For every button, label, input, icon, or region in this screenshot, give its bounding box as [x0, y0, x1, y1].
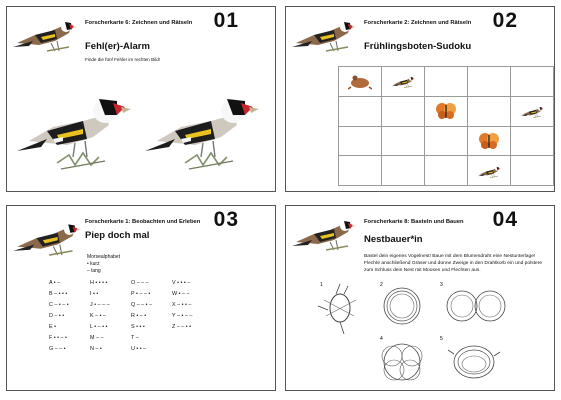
step-number: 1	[320, 282, 323, 288]
sudoku-row	[339, 96, 554, 126]
card-header: Forscherkarte 6: Zeichnen und Rätseln	[85, 20, 193, 26]
morse-entry: A • –	[49, 280, 61, 286]
sudoku-cell	[511, 156, 554, 186]
morse-entry: Y – • – –	[172, 313, 193, 319]
sudoku-cell	[382, 67, 425, 97]
sudoku-cell	[511, 126, 554, 156]
card-instructions: Bastel dein eigenes Vogelnest! Baue mit dem Blumendraht eine Nestunterlage! Flechte anschließend Gräser und dünne Zweige in den Drahtkorb ein und polstere zum Schluss dein Nest mit Moosen und Flechten aus.	[364, 254, 543, 273]
sudoku-cell	[511, 67, 554, 97]
morse-entry: F • • – •	[49, 335, 67, 341]
sudoku-cell	[339, 126, 382, 156]
morse-entry: C – • – •	[49, 302, 69, 308]
sudoku-cell	[382, 96, 425, 126]
morse-entry: O – – –	[131, 280, 149, 286]
sudoku-cell	[425, 96, 468, 126]
goldfinch-icon	[290, 212, 356, 252]
step-4-flower-coil	[380, 336, 422, 380]
step-2-wire-coil	[380, 282, 420, 324]
morse-entry: S • • •	[131, 324, 145, 330]
morse-entry: V • • • –	[172, 280, 191, 286]
goldfinch-icon	[11, 214, 81, 258]
sudoku-row	[339, 126, 554, 156]
card-number: 03	[213, 208, 239, 231]
card-morse	[6, 205, 276, 391]
butterfly-icon	[434, 102, 458, 120]
morse-entry: T –	[131, 335, 139, 341]
morse-entry: G – – •	[49, 346, 66, 352]
card-title: Nestbauer*in	[364, 234, 423, 245]
sudoku-cell	[468, 126, 511, 156]
step-3-figure-eight	[440, 282, 505, 321]
sudoku-cell	[468, 67, 511, 97]
step-1-hand-icon	[318, 282, 356, 334]
card-description: Finde die fünf Fehler im rechten Bild!	[85, 57, 161, 62]
sudoku-cell	[425, 67, 468, 97]
sudoku-cell	[468, 96, 511, 126]
goldfinch-icon	[391, 72, 415, 90]
morse-entry: N – •	[90, 346, 102, 352]
step-number: 4	[380, 336, 383, 342]
goldfinch-icon	[11, 13, 77, 53]
morse-entry: X – • • –	[172, 302, 192, 308]
sudoku-cell	[425, 156, 468, 186]
sudoku-cell	[339, 96, 382, 126]
morse-entry: J • – – –	[90, 302, 110, 308]
morse-alphabet	[49, 278, 213, 355]
morse-entry: P • – – •	[131, 291, 151, 297]
sudoku-cell	[468, 156, 511, 186]
step-number: 5	[440, 336, 443, 342]
morse-entry: R • – •	[131, 313, 147, 319]
sudoku-row	[339, 67, 554, 97]
butterfly-icon	[477, 132, 501, 150]
morse-legend-long: – lang	[87, 268, 101, 274]
sudoku-cell	[382, 126, 425, 156]
morse-entry: L • – • •	[90, 324, 108, 330]
morse-entry: Z – – • •	[172, 324, 192, 330]
morse-entry: Q – – • –	[131, 302, 153, 308]
card-title: Fehl(er)-Alarm	[85, 41, 150, 52]
step-number: 3	[440, 282, 443, 288]
card-number: 04	[492, 208, 518, 231]
card-number: 01	[213, 9, 239, 32]
goldfinch-icon	[520, 102, 544, 120]
card-number: 02	[492, 9, 518, 32]
sudoku-row	[339, 156, 554, 186]
card-header: Forscherkarte 2: Zeichnen und Rätseln	[364, 20, 472, 26]
step-5-nest-basket	[440, 336, 500, 378]
morse-entry: K – • –	[90, 313, 106, 319]
sudoku-cell	[511, 96, 554, 126]
morse-entry: B – • • •	[49, 291, 68, 297]
morse-entry: I • •	[90, 291, 99, 297]
card-header: Forscherkarte 8: Basteln und Bauen	[364, 219, 464, 225]
goldfinch-icon	[477, 162, 501, 180]
morse-entry: H • • • •	[90, 280, 108, 286]
goldfinch-left-illustration	[13, 81, 133, 173]
morse-entry: W • – –	[172, 291, 190, 297]
card-sudoku	[285, 6, 555, 192]
goldfinch-right-illustration	[141, 81, 261, 173]
sudoku-cell	[339, 67, 382, 97]
sudoku-cell	[382, 156, 425, 186]
card-title: Piep doch mal	[85, 230, 150, 241]
card-title: Frühlingsboten-Sudoku	[364, 41, 472, 52]
sudoku-cell	[425, 126, 468, 156]
nest-building-steps	[314, 280, 554, 388]
card-fehler-alarm	[6, 6, 276, 192]
morse-legend-title: Morsealphabet	[87, 254, 121, 260]
card-header: Forscherkarte 1: Beobachten und Erleben	[85, 219, 201, 225]
morse-entry: U • • –	[131, 346, 147, 352]
morse-legend	[87, 254, 120, 275]
card-nestbau	[285, 205, 555, 391]
goldfinch-icon	[290, 13, 356, 53]
frog-icon	[348, 72, 372, 90]
step-number: 2	[380, 282, 383, 288]
morse-entry: M – –	[90, 335, 104, 341]
morse-entry: D – • •	[49, 313, 65, 319]
sudoku-cell	[339, 156, 382, 186]
sudoku-grid	[338, 66, 554, 186]
morse-legend-short: • kurz	[87, 261, 100, 267]
morse-entry: E •	[49, 324, 56, 330]
